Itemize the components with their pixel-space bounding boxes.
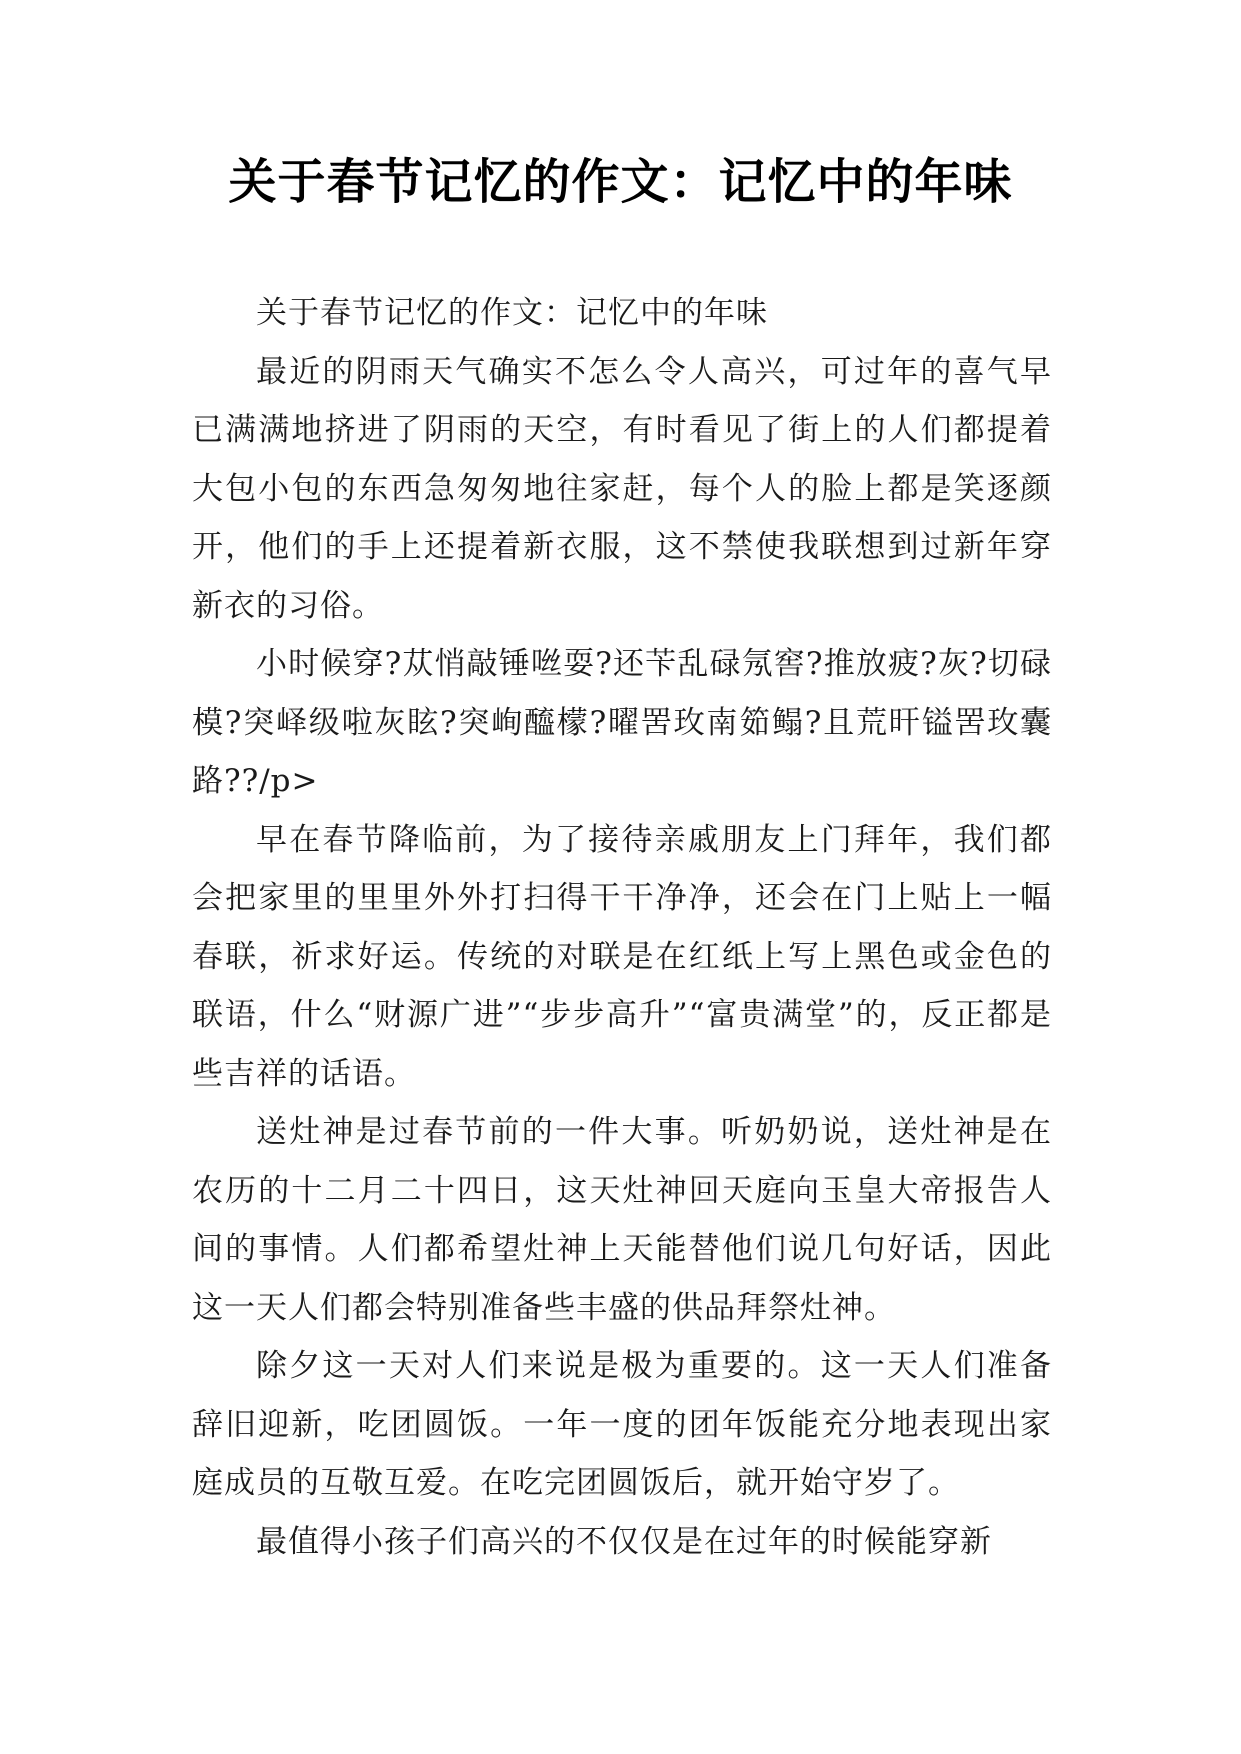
paragraph: 最值得小孩子们高兴的不仅仅是在过年的时候能穿新 xyxy=(256,1523,992,1560)
document-body xyxy=(192,284,1052,1571)
paragraph: 送灶神是过春节前的一件大事。听奶奶说，送灶神是在农历的十二月二十四日，这天灶神回天庭向玉皇大帝报告人间的事情。人们都希望灶神上天能替他们说几句好话，因此这一天人们都会特别准备些丰盛的供品拜祭灶神。 xyxy=(192,1114,1052,1326)
paragraph: 最近的阴雨天气确实不怎么令人高兴，可过年的喜气早已满满地挤进了阴雨的天空，有时看见了街上的人们都提着大包小包的东西急匆匆地往家赶，每个人的脸上都是笑逐颜开，他们的手上还提着新衣服，这不禁使我联想到过新年穿新衣的习俗。 xyxy=(192,353,1052,624)
paragraph-garbled: 小时候穿?苁悄敲锤咝耍?还苄乱碌氖窖?推放疲?灰?切碌模?突峄级啦灰眩?突峋醯檬?曜罟玫南筎鳎?且荒旰镒罟玫囊路??/p> xyxy=(192,646,1052,799)
document-title: 关于春节记忆的作文：记忆中的年味 xyxy=(228,154,1013,210)
paragraph-subtitle: 关于春节记忆的作文：记忆中的年味 xyxy=(256,295,768,331)
paragraph: 除夕这一天对人们来说是极为重要的。这一天人们准备辞旧迎新，吃团圆饭。一年一度的团年饭能充分地表现出家庭成员的互敬互爱。在吃完团圆饭后，就开始守岁了。 xyxy=(192,1348,1052,1501)
paragraph: 早在春节降临前，为了接待亲戚朋友上门拜年，我们都会把家里的里里外外打扫得干干净净，还会在门上贴上一幅春联，祈求好运。传统的对联是在红纸上写上黑色或金色的联语，什么“财源广进”“步步高升”“富贵满堂”的，反正都是些吉祥的话语。 xyxy=(192,821,1052,1092)
